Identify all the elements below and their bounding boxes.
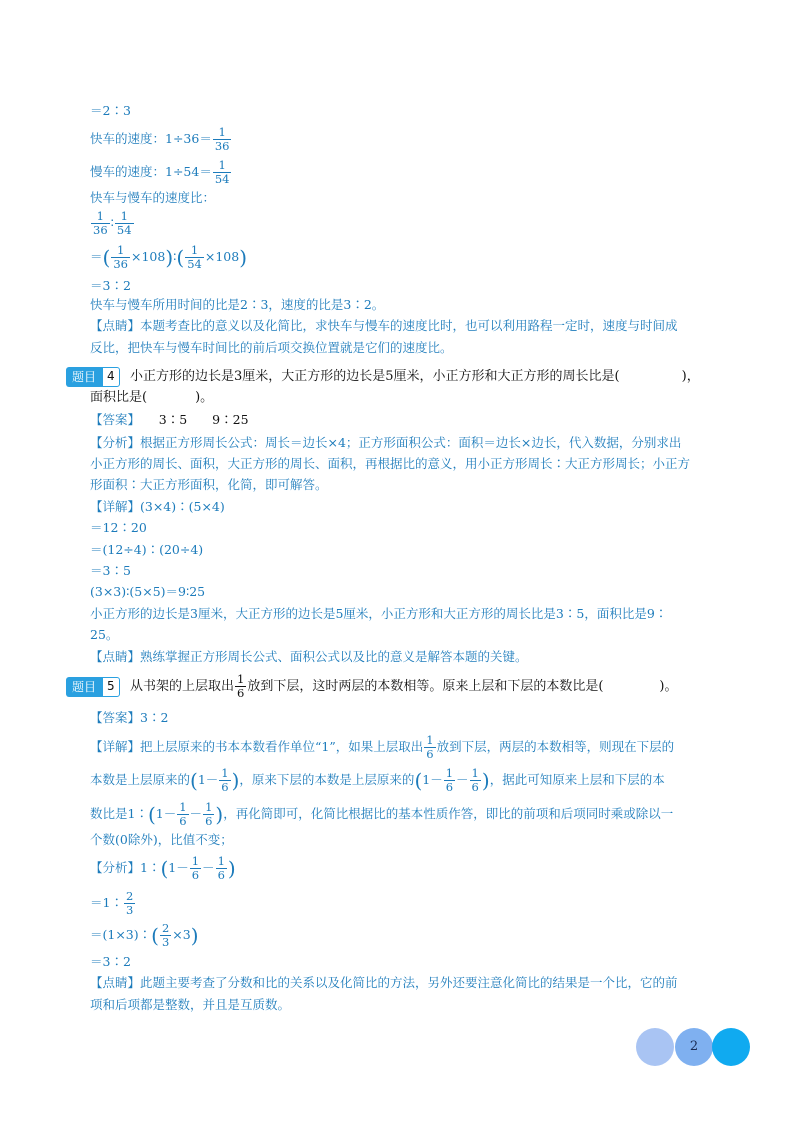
- frac-denominator: 6: [205, 814, 213, 828]
- minus-sign: －: [202, 860, 215, 875]
- q4-detail-line7: 25。: [90, 627, 119, 642]
- detail-text: 1－: [422, 772, 443, 787]
- detail-text: 本数是上层原来的: [90, 772, 191, 787]
- question-4-text-end: )，: [681, 369, 700, 384]
- paren-open: (: [151, 923, 159, 948]
- question-5-text: 放到下层，这时两层的本数相等。原来上层和下层的本数比是(: [247, 679, 604, 694]
- q4-detail-line2: ＝12∶20: [90, 520, 147, 535]
- q5-analysis-line3: [90, 918, 199, 952]
- frac-numerator: 1: [91, 210, 110, 224]
- detail-text: 数比是1∶: [90, 806, 148, 821]
- analysis-text: ＝1∶: [90, 895, 123, 910]
- frac-denominator: 6: [221, 780, 229, 794]
- paren-close: ): [227, 856, 236, 881]
- q5-detail-line4: 个数(0除外)，比值不变；: [90, 832, 233, 847]
- frac-denominator: 6: [237, 686, 245, 700]
- paren-open: (: [160, 856, 169, 881]
- frac-numerator: 1: [191, 854, 200, 868]
- paren-open: (: [414, 768, 423, 793]
- q5-analysis-line4: ＝3∶2: [90, 954, 131, 969]
- question-4-text-end: )。: [195, 390, 214, 405]
- answer-tag: 【答案】: [90, 412, 134, 427]
- frac-numerator: 1: [111, 244, 130, 258]
- analysis-text: 1－: [168, 860, 189, 875]
- equals-sign: ＝: [90, 249, 103, 264]
- q4-detail-line1: 【详解】(3×4)∶(5×4): [90, 499, 225, 514]
- question-5-line: [130, 670, 678, 704]
- detail-text: 1－: [197, 772, 219, 787]
- ratio-colon: ∶: [110, 215, 114, 230]
- top-result: ＝3∶2: [90, 278, 131, 293]
- q5-tip-line2: 项和后项都是整数，并且是互质数。: [90, 997, 291, 1012]
- q5-detail-line1: [90, 730, 674, 764]
- frac-denominator: 6: [445, 780, 454, 794]
- paren-close: ): [165, 245, 174, 270]
- q4-answer: [90, 412, 249, 428]
- frac-numerator: 1: [217, 854, 225, 868]
- q4-detail-line5: (3×3)∶(5×5)＝9∶25: [90, 584, 206, 599]
- q5-detail-line3: [90, 797, 673, 831]
- question-5-text-end: )。: [659, 679, 678, 694]
- frac-denominator: 36: [214, 139, 230, 153]
- frac-numerator: 1: [213, 159, 232, 173]
- question-4-line1: [130, 369, 700, 385]
- paren-close: ): [231, 768, 240, 793]
- frac-numerator: 1: [205, 800, 213, 814]
- frac-denominator: 36: [93, 223, 108, 237]
- fraction: [177, 801, 188, 828]
- page-decor-circle-right: [712, 1028, 750, 1066]
- frac-numerator: 1: [115, 210, 134, 224]
- detail-text: 1－: [155, 806, 177, 821]
- top-conclusion: 快车与慢车所用时间的比是2∶3，速度的比是3∶2。: [90, 297, 385, 312]
- paren-close: ): [481, 768, 490, 793]
- top-tip-line2: 反比，把快车与慢车时间比的前后项交换位置就是它们的速度比。: [90, 340, 453, 355]
- fraction: [91, 210, 110, 237]
- question-4-badge: [66, 367, 120, 387]
- frac-denominator: 6: [471, 780, 479, 794]
- paren-open: (: [176, 245, 185, 270]
- frac-denominator: 6: [217, 868, 225, 882]
- frac-numerator: 1: [426, 733, 434, 747]
- answer-value: 3∶5 9∶25: [133, 412, 249, 427]
- q4-tip: 【点睛】熟练掌握正方形周长公式、面积公式以及比的意义是解答本题的关键。: [90, 649, 528, 664]
- fraction: [160, 922, 171, 949]
- question-4-line2: [90, 390, 213, 406]
- slow-speed-line: [90, 155, 232, 189]
- detail-text: ，再化简即可，化简比根据比的基本性质作答，即比的前项和后项同时乘或除以一: [223, 806, 674, 821]
- frac-denominator: 54: [116, 223, 132, 237]
- frac-numerator: 1: [179, 800, 187, 814]
- fraction: [424, 734, 435, 761]
- frac-numerator: 1: [471, 766, 479, 780]
- q5-tip-line1: 【点睛】此题主要考查了分数和比的关系以及化简比的方法，另外还要注意化简比的结果是一个比，它的前: [90, 975, 678, 990]
- frac-denominator: 6: [179, 814, 187, 828]
- fraction: [115, 210, 134, 237]
- times-text: ×108: [204, 249, 240, 264]
- speed-ratio-expression: [90, 240, 247, 274]
- top-line-ratio: ＝2∶3: [90, 103, 131, 118]
- question-5-badge: [66, 677, 120, 697]
- question-5-text: 从书架的上层取出: [130, 679, 235, 694]
- fraction: [111, 244, 130, 271]
- frac-denominator: 54: [214, 172, 230, 186]
- detail-text: ，原来下层的本数是上层原来的: [239, 772, 415, 787]
- frac-denominator: 54: [187, 257, 202, 271]
- detail-text: 放到下层，两层的本数相等，则现在下层的: [436, 739, 675, 754]
- fraction: [190, 855, 201, 882]
- q4-detail-line3: ＝(12÷4)∶(20÷4): [90, 542, 204, 557]
- frac-denominator: 3: [125, 903, 134, 917]
- q4-detail-line6: 小正方形的边长是3厘米，大正方形的边长是5厘米，小正方形和大正方形的周长比是3∶5，面积比是9∶: [90, 606, 668, 621]
- slow-speed-fraction: [213, 159, 232, 186]
- fraction: [216, 855, 227, 882]
- q4-analysis-line3: 形面积∶大正方形面积，化简，即可解答。: [90, 477, 328, 492]
- fraction: [444, 767, 455, 794]
- frac-numerator: 2: [161, 921, 170, 935]
- fast-speed-fraction: [213, 126, 232, 153]
- analysis-text: ＝(1×3)∶: [90, 927, 152, 942]
- paren-close: ): [215, 802, 224, 827]
- fraction: [203, 801, 214, 828]
- frac-numerator: 1: [185, 244, 204, 258]
- fraction: [235, 673, 246, 700]
- paren-close: ): [239, 245, 247, 270]
- paren-open: (: [190, 768, 198, 793]
- frac-numerator: 2: [125, 889, 134, 903]
- frac-numerator: 1: [221, 766, 229, 780]
- minus-sign: －: [189, 806, 203, 821]
- question-badge-number: 4: [102, 367, 120, 387]
- q5-analysis-line2: [90, 886, 136, 920]
- q4-analysis-line1: 【分析】根据正方形周长公式：周长＝边长×4；正方形面积公式：面积＝边长×边长，代入数据，分别求出: [90, 435, 682, 450]
- minus-sign: －: [456, 772, 469, 787]
- question-4-text: 面积比是(: [90, 390, 148, 405]
- paren-close: ): [190, 923, 199, 948]
- slow-speed-text: 慢车的速度：1÷54＝: [90, 164, 212, 179]
- question-badge-number: 5: [102, 677, 120, 697]
- question-4-text: 小正方形的边长是3厘米，大正方形的边长是5厘米，小正方形和大正方形的周长比是(: [130, 369, 620, 384]
- fast-speed-text: 快车的速度：1÷36＝: [90, 131, 212, 146]
- fraction: [219, 767, 230, 794]
- frac-numerator: 1: [445, 766, 454, 780]
- ratio-colon: ∶: [173, 249, 177, 264]
- fraction: [124, 890, 135, 917]
- q5-detail-line2: [90, 763, 665, 797]
- page-number: 2: [689, 1039, 699, 1054]
- frac-denominator: 36: [113, 257, 128, 271]
- fraction: [470, 767, 481, 794]
- fast-speed-line: [90, 122, 232, 156]
- detail-text: ，据此可知原来上层和下层的本: [489, 772, 665, 787]
- page-decor-circle-left: [636, 1028, 674, 1066]
- fraction: [185, 244, 204, 271]
- frac-numerator: 1: [237, 672, 245, 686]
- times-text: ×108: [130, 249, 166, 264]
- q4-detail-line4: ＝3∶5: [90, 563, 131, 578]
- speed-ratio-fractions: [90, 206, 135, 240]
- paren-open: (: [147, 802, 156, 827]
- frac-numerator: 1: [213, 126, 232, 140]
- analysis-text: 【分析】1∶: [90, 860, 161, 875]
- paren-open: (: [102, 245, 111, 270]
- analysis-text: ×3: [172, 927, 191, 942]
- frac-denominator: 6: [426, 747, 434, 761]
- detail-text: 【详解】把上层原来的书本本数看作单位“1”，如果上层取出: [90, 739, 424, 754]
- q5-analysis-line1: [90, 851, 236, 885]
- frac-denominator: 6: [191, 868, 200, 882]
- frac-denominator: 3: [161, 935, 170, 949]
- top-tip-line1: 【点睛】本题考查比的意义以及化简比，求快车与慢车的速度比时，也可以利用路程一定时，速度与时间成: [90, 318, 678, 333]
- question-badge-label: 题目: [66, 367, 102, 387]
- q5-answer: 【答案】3∶2: [90, 710, 169, 725]
- question-badge-label: 题目: [66, 677, 102, 697]
- q4-analysis-line2: 小正方形的周长、面积，大正方形的周长、面积，再根据比的意义，用小正方形周长∶大正方形周长；小正方: [90, 456, 691, 471]
- speed-ratio-heading: 快车与慢车的速度比：: [90, 190, 216, 205]
